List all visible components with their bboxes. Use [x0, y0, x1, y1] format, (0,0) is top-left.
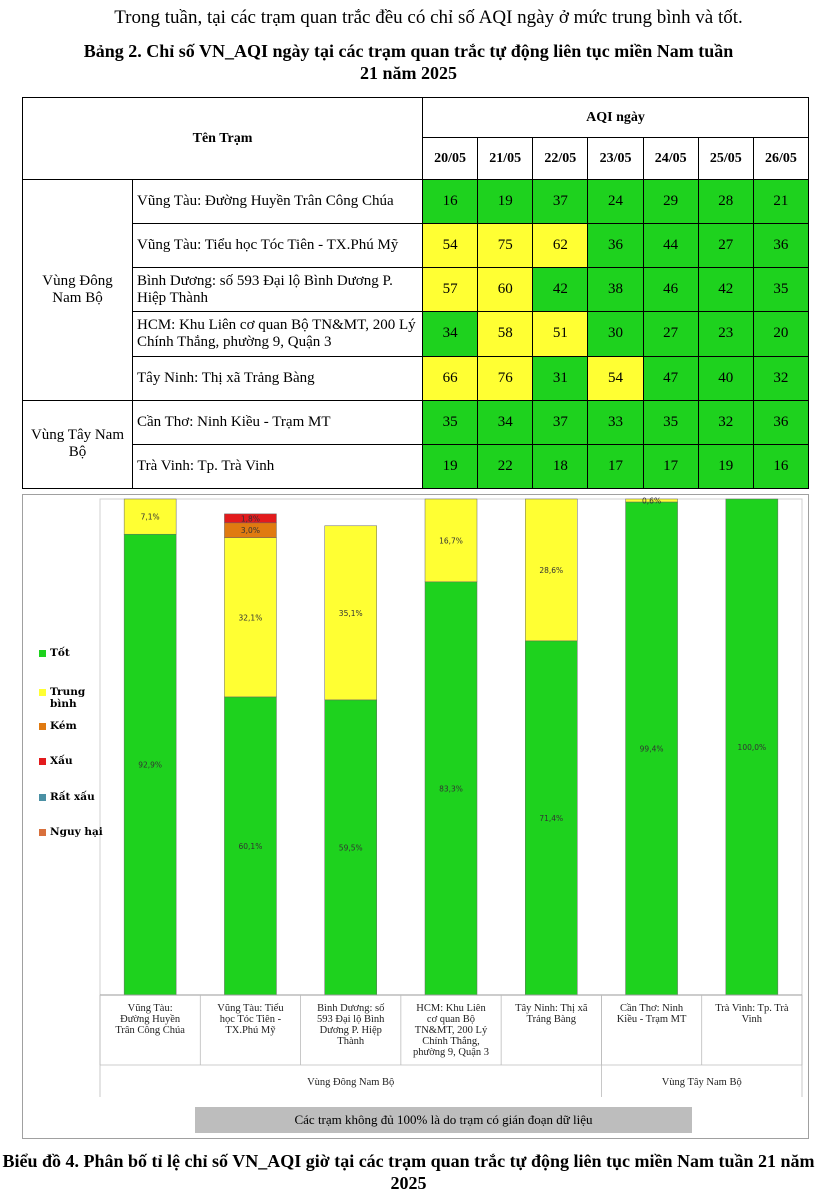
station-name-cell: HCM: Khu Liên cơ quan Bộ TN&MT, 200 Lý Chính Thắng, phường 9, Quận 3 — [133, 312, 423, 356]
aqi-value-cell: 34 — [423, 312, 478, 356]
aqi-value-cell: 35 — [643, 400, 698, 444]
region-cell: Vùng Tây Nam Bộ — [23, 400, 133, 488]
category-label — [515, 1003, 588, 1025]
aqi-value-cell: 57 — [423, 268, 478, 312]
aqi-value-cell: 27 — [698, 224, 753, 268]
chart-canvas — [23, 495, 808, 1138]
legend-swatch — [39, 758, 46, 765]
legend-swatch — [39, 689, 46, 696]
table-row — [23, 400, 809, 444]
legend-label: Rất xấu — [50, 791, 95, 803]
aqi-hourly-chart — [22, 494, 809, 1139]
category-label — [317, 1003, 385, 1047]
category-label — [413, 1003, 489, 1058]
category-label-line: Đường Huyền — [120, 1014, 181, 1025]
data-label: 16,7% — [439, 536, 463, 546]
table-row — [23, 312, 809, 356]
category-label-line: 593 Đại lộ Bình — [317, 1014, 385, 1025]
aqi-value-cell: 20 — [753, 312, 808, 356]
aqi-value-cell: 32 — [698, 400, 753, 444]
aqi-value-cell: 23 — [698, 312, 753, 356]
aqi-value-cell: 54 — [588, 356, 643, 400]
aqi-value-cell: 29 — [643, 180, 698, 224]
aqi-value-cell: 76 — [478, 356, 533, 400]
data-label: 99,4% — [639, 744, 664, 754]
category-label-line: Cần Thơ: Ninh — [620, 1003, 684, 1014]
category-label-line: HCM: Khu Liên — [416, 1003, 486, 1014]
category-label-line: Thành — [337, 1036, 365, 1047]
aqi-table-body — [23, 180, 809, 489]
date-header-1: 21/05 — [478, 138, 533, 180]
data-label: 35,1% — [338, 608, 363, 618]
intro-paragraph: Trong tuần, tại các trạm quan trắc đều có chỉ số AQI ngày ở mức trung bình và tốt. — [114, 7, 743, 28]
region-cell: Vùng Đông Nam Bộ — [23, 180, 133, 401]
category-label-line: Chính Thắng, — [422, 1036, 480, 1047]
table-row — [23, 444, 809, 488]
aqi-value-cell: 42 — [533, 268, 588, 312]
aqi-value-cell: 36 — [753, 224, 808, 268]
station-name-cell: Cần Thơ: Ninh Kiều - Trạm MT — [133, 400, 423, 444]
aqi-value-cell: 31 — [533, 356, 588, 400]
table-caption — [0, 40, 817, 84]
figure-caption — [0, 1150, 817, 1194]
aqi-value-cell: 19 — [478, 180, 533, 224]
table-row — [23, 356, 809, 400]
aqi-value-cell: 60 — [478, 268, 533, 312]
category-label-line: Tây Ninh: Thị xã — [515, 1003, 588, 1014]
chart-note: Các trạm không đủ 100% là do trạm có gián đoạn dữ liệu — [195, 1107, 692, 1133]
aqi-value-cell: 47 — [643, 356, 698, 400]
aqi-value-cell: 19 — [423, 444, 478, 488]
date-header-0: 20/05 — [423, 138, 478, 180]
date-header-4: 24/05 — [643, 138, 698, 180]
legend-swatch — [39, 794, 46, 801]
data-label: 60,1% — [238, 841, 263, 851]
aqi-value-cell: 17 — [588, 444, 643, 488]
category-label-line: Trân Công Chúa — [115, 1025, 185, 1036]
data-label: 32,1% — [238, 613, 263, 623]
aqi-value-cell: 16 — [753, 444, 808, 488]
aqi-value-cell: 35 — [753, 268, 808, 312]
station-header: Tên Trạm — [23, 98, 423, 180]
category-label — [115, 1003, 185, 1036]
category-label-line: TN&MT, 200 Lý — [414, 1025, 488, 1036]
table-row — [23, 180, 809, 224]
aqi-value-cell: 16 — [423, 180, 478, 224]
aqi-value-cell: 42 — [698, 268, 753, 312]
aqi-value-cell: 38 — [588, 268, 643, 312]
category-label-line: Vũng Tàu: Tiểu — [217, 1003, 284, 1014]
aqi-value-cell: 30 — [588, 312, 643, 356]
station-name-cell: Trà Vinh: Tp. Trà Vinh — [133, 444, 423, 488]
chart-legend — [31, 495, 121, 1140]
category-label-line: phường 9, Quận 3 — [413, 1047, 489, 1058]
aqi-value-cell: 27 — [643, 312, 698, 356]
aqi-value-cell: 66 — [423, 356, 478, 400]
aqi-value-cell: 75 — [478, 224, 533, 268]
category-label-line: cơ quan Bộ — [426, 1014, 476, 1025]
category-label-line: Trà Vinh: Tp. Trà — [715, 1003, 789, 1014]
data-label: 7,1% — [140, 512, 160, 522]
category-label — [617, 1003, 687, 1025]
table-row — [23, 268, 809, 312]
category-label — [217, 1003, 284, 1036]
category-label-line: TX.Phú Mỹ — [225, 1025, 276, 1036]
group-label: Vùng Tây Nam Bộ — [661, 1077, 742, 1088]
aqi-value-cell: 22 — [478, 444, 533, 488]
aqi-value-cell: 40 — [698, 356, 753, 400]
legend-label: Trung bình — [50, 686, 86, 710]
aqi-value-cell: 54 — [423, 224, 478, 268]
data-label: 0,6% — [642, 496, 662, 506]
aqi-value-cell: 35 — [423, 400, 478, 444]
legend-label: Kém — [50, 720, 77, 732]
aqi-value-cell: 18 — [533, 444, 588, 488]
figure-caption-text: Biểu đồ 4. Phân bố tỉ lệ chỉ số VN_AQI giờ tại các trạm quan trắc tự động liên tục miền Nam tuần 21 năm 2025 — [2, 1151, 815, 1193]
legend-swatch — [39, 650, 46, 657]
data-label: 59,5% — [338, 843, 363, 853]
aqi-value-cell: 44 — [643, 224, 698, 268]
legend-swatch — [39, 829, 46, 836]
aqi-daily-table — [22, 97, 809, 489]
category-label — [715, 1003, 789, 1025]
category-label-line: học Tóc Tiên - — [219, 1014, 282, 1025]
group-label: Vùng Đông Nam Bộ — [307, 1077, 395, 1088]
aqi-value-cell: 37 — [533, 400, 588, 444]
station-name-cell: Tây Ninh: Thị xã Trảng Bàng — [133, 356, 423, 400]
aqi-value-cell: 51 — [533, 312, 588, 356]
aqi-value-cell: 21 — [753, 180, 808, 224]
date-header-2: 22/05 — [533, 138, 588, 180]
table-caption-line1: Bảng 2. Chỉ số VN_AQI ngày tại các trạm quan trắc tự động liên tục miền Nam tuần — [83, 41, 734, 61]
category-label-line: Vinh — [741, 1014, 763, 1025]
table-row — [23, 224, 809, 268]
aqi-value-cell: 37 — [533, 180, 588, 224]
station-name-cell: Vũng Tàu: Đường Huyền Trân Công Chúa — [133, 180, 423, 224]
aqi-value-cell: 28 — [698, 180, 753, 224]
data-label: 92,9% — [138, 760, 163, 770]
aqi-value-cell: 19 — [698, 444, 753, 488]
aqi-value-cell: 17 — [643, 444, 698, 488]
data-label: 1,8% — [240, 514, 260, 524]
legend-label: Tốt — [50, 647, 70, 659]
date-header-3: 23/05 — [588, 138, 643, 180]
data-label: 28,6% — [539, 565, 564, 575]
aqi-value-cell: 46 — [643, 268, 698, 312]
data-label: 3,0% — [240, 526, 260, 536]
data-label: 100,0% — [737, 743, 767, 752]
aqi-value-cell: 33 — [588, 400, 643, 444]
category-label-line: Bình Dương: số — [317, 1003, 385, 1014]
aqi-value-cell: 34 — [478, 400, 533, 444]
aqi-value-cell: 58 — [478, 312, 533, 356]
date-header-5: 25/05 — [698, 138, 753, 180]
station-name-cell: Bình Dương: số 593 Đại lộ Bình Dương P. Hiệp Thành — [133, 268, 423, 312]
aqi-value-cell: 36 — [588, 224, 643, 268]
legend-swatch — [39, 723, 46, 730]
category-label-line: Kiều - Trạm MT — [616, 1014, 687, 1025]
legend-label: Nguy hại — [50, 826, 103, 838]
aqi-header: AQI ngày — [423, 98, 809, 138]
legend-label: Xấu — [50, 755, 73, 767]
data-label: 71,4% — [539, 813, 564, 823]
category-label-line: Dương P. Hiệp — [319, 1025, 382, 1036]
station-name-cell: Vũng Tàu: Tiểu học Tóc Tiên - TX.Phú Mỹ — [133, 224, 423, 268]
aqi-value-cell: 24 — [588, 180, 643, 224]
aqi-value-cell: 62 — [533, 224, 588, 268]
category-label-line: Vũng Tàu: — [127, 1003, 173, 1014]
aqi-value-cell: 32 — [753, 356, 808, 400]
category-label-line: Trảng Bàng — [526, 1014, 577, 1025]
aqi-value-cell: 36 — [753, 400, 808, 444]
table-caption-line2: 21 năm 2025 — [359, 63, 457, 83]
date-header-6: 26/05 — [753, 138, 808, 180]
data-label: 83,3% — [439, 784, 463, 794]
